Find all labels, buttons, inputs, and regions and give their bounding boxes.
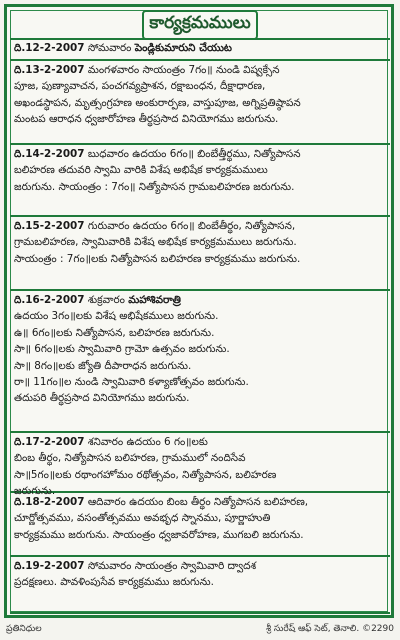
entry-line [14,358,388,374]
entry-text: సా॥5గం॥లకు రథాంగహోమం రథోత్సవం, నిత్యోపాసన, బలిహరణ [14,468,277,481]
entry-text: అఖండస్థాపన, మృత్సంగ్రహణ అంకురార్పణ, వాస్తుపూజ, అగ్నిప్రతిష్ఠాపన [14,96,301,109]
entry-text: రా॥ 11గం॥ల నుండి స్వామివారి కళ్యాణోత్సవం జరుగును. [14,376,249,389]
schedule-entry [14,62,388,128]
entry-date: ది.16-2-2007 [14,294,85,306]
printer-credit: శ్రీ సురేష్ ఆఫ్ సెట్, తెనాలి. ©2290 [266,624,394,634]
schedule-entry [14,434,388,500]
entry-line [14,467,388,483]
entry-line [14,308,388,324]
entry-text: జరుగును. [14,485,56,498]
schedule-entry [14,292,388,407]
schedule-entry [14,146,388,195]
entry-text: పూజ, పుణ్యావాచన, పంచగవ్యప్రాశన, రక్షాబంధన, దీక్షాధారణ, [14,80,266,93]
entry-line [14,146,388,162]
section-divider [10,431,390,433]
entry-text: ఉదయం 3గం॥లకు విశేష అభిషేకములు జరుగును. [14,310,219,323]
entry-text: బలిహరణ తదువరి స్వామి వారికి విశేష అభిషేక కార్యక్రమములు [14,164,268,177]
schedule-entry [14,558,388,591]
section-divider [10,59,390,61]
entry-text: సోమవారం [87,42,135,54]
entry-date: ది.18-2-2007 [14,496,85,508]
page-title-text: కార్యక్రమములు [149,13,251,33]
entry-line [14,574,388,590]
entry-text: సా॥ 8గం॥లకు జ్యోతి దీపారాధన జరుగును. [14,359,192,372]
entry-line [14,510,388,526]
entry-date: ది.19-2-2007 [14,560,85,572]
entry-line [14,251,388,267]
entry-text: శనివారం ఉదయం 6 గం॥లకు [87,436,208,448]
entry-text: జరుగును. సాయంత్రం : 7గం॥ నిత్యోపాసన గ్రామబలిహరణ జరుగును. [14,180,295,193]
entry-text: బింబ తీర్థం, నిత్యోపాసన బలిహరణ, గ్రామములో నందిసేవ [14,452,246,465]
section-divider [10,612,390,614]
entry-line [14,95,388,111]
entry-text: శుక్రవారం [87,294,129,306]
entry-line [14,558,388,574]
section-divider [10,555,390,557]
entry-text: సాయంత్రం : 7గం॥లకు నిత్యోపాసన బలిహరణ కార్యక్రమము జరుగును. [14,252,301,265]
entry-line [14,527,388,543]
entry-line [14,325,388,341]
entry-text: తదుపరి తీర్థప్రసాద వినియోగము జరుగును. [14,392,190,405]
entry-text: సా॥ 6గం॥లకు స్వామివారి గ్రామో ఉత్సవం జరుగును. [14,343,230,356]
entry-date: ది.12-2-2007 [14,42,85,54]
entry-date: ది.13-2-2007 [14,64,85,76]
footer-left-text: ప్రతినిధుల [6,624,42,634]
entry-date: ది.14-2-2007 [14,148,85,160]
entry-text: సోమవారం సాయంత్రం స్వామివారి ద్వాదశ [87,560,257,572]
entry-line [14,179,388,195]
entry-line [14,434,388,450]
entry-text: ఉ॥ 6గం॥లకు నిత్యోపాసన, బలిహరణ జరుగును. [14,326,215,339]
entry-line [14,292,388,308]
entry-text: బుధవారం ఉదయం 6గం॥ బింబేత్తీర్థము, నిత్యోపాసన [87,148,301,160]
schedule-entry [14,40,388,56]
page-title [142,10,258,40]
entry-text: మంగళవారం సాయంత్రం 7గం॥ నుండి విష్వక్సేన [87,64,280,76]
entry-text: కార్యక్రమము జరుగును. సాయంత్రం ధ్వజావరోహణ, ముగబలి జరుగును. [14,528,304,541]
entry-text: మంటప ఆరాధన ధ్వజారోహణ తీర్థప్రసాద వినియోగము జరుగును. [14,113,279,126]
section-divider [10,289,390,291]
entry-highlight: మహాశివరాత్రి [128,294,181,306]
entry-line [14,494,388,510]
section-divider [10,143,390,145]
entry-text: చూర్ణోత్సవము, వసంతోత్సవము అవభృధ స్నానము, పూర్ణాహుతి [14,512,271,525]
entry-line [14,78,388,94]
footer [0,620,400,640]
entry-text: గురువారం ఉదయం 6గం॥ బింబేతీర్థం, నిత్యోపాసన, [87,220,296,232]
entry-line [14,341,388,357]
entry-date: ది.15-2-2007 [14,220,85,232]
entry-line [14,450,388,466]
entry-date: ది.17-2-2007 [14,436,85,448]
section-divider [10,215,390,217]
entry-line [14,62,388,78]
entry-line [14,40,388,56]
entry-line [14,390,388,406]
entry-text: ప్రదక్షణలు. పావళింపుసేవ కార్యక్రమము జరుగును. [14,576,214,589]
entry-highlight: పెండ్లికుమారుని చేయుట [134,42,232,54]
entry-line [14,218,388,234]
entry-line [14,234,388,250]
entry-line [14,111,388,127]
entry-line [14,374,388,390]
entry-line [14,162,388,178]
schedule-entry [14,494,388,543]
entry-text: ఆదివారం ఉదయం బింబ తీర్థం నిత్యోపాసన బలిహరణ, [87,496,309,508]
entry-text: గ్రామబలిహరణ, స్వామివారికి విశేష అభిషేక కార్యక్రమములు జరుగును. [14,236,297,249]
schedule-entry [14,218,388,267]
